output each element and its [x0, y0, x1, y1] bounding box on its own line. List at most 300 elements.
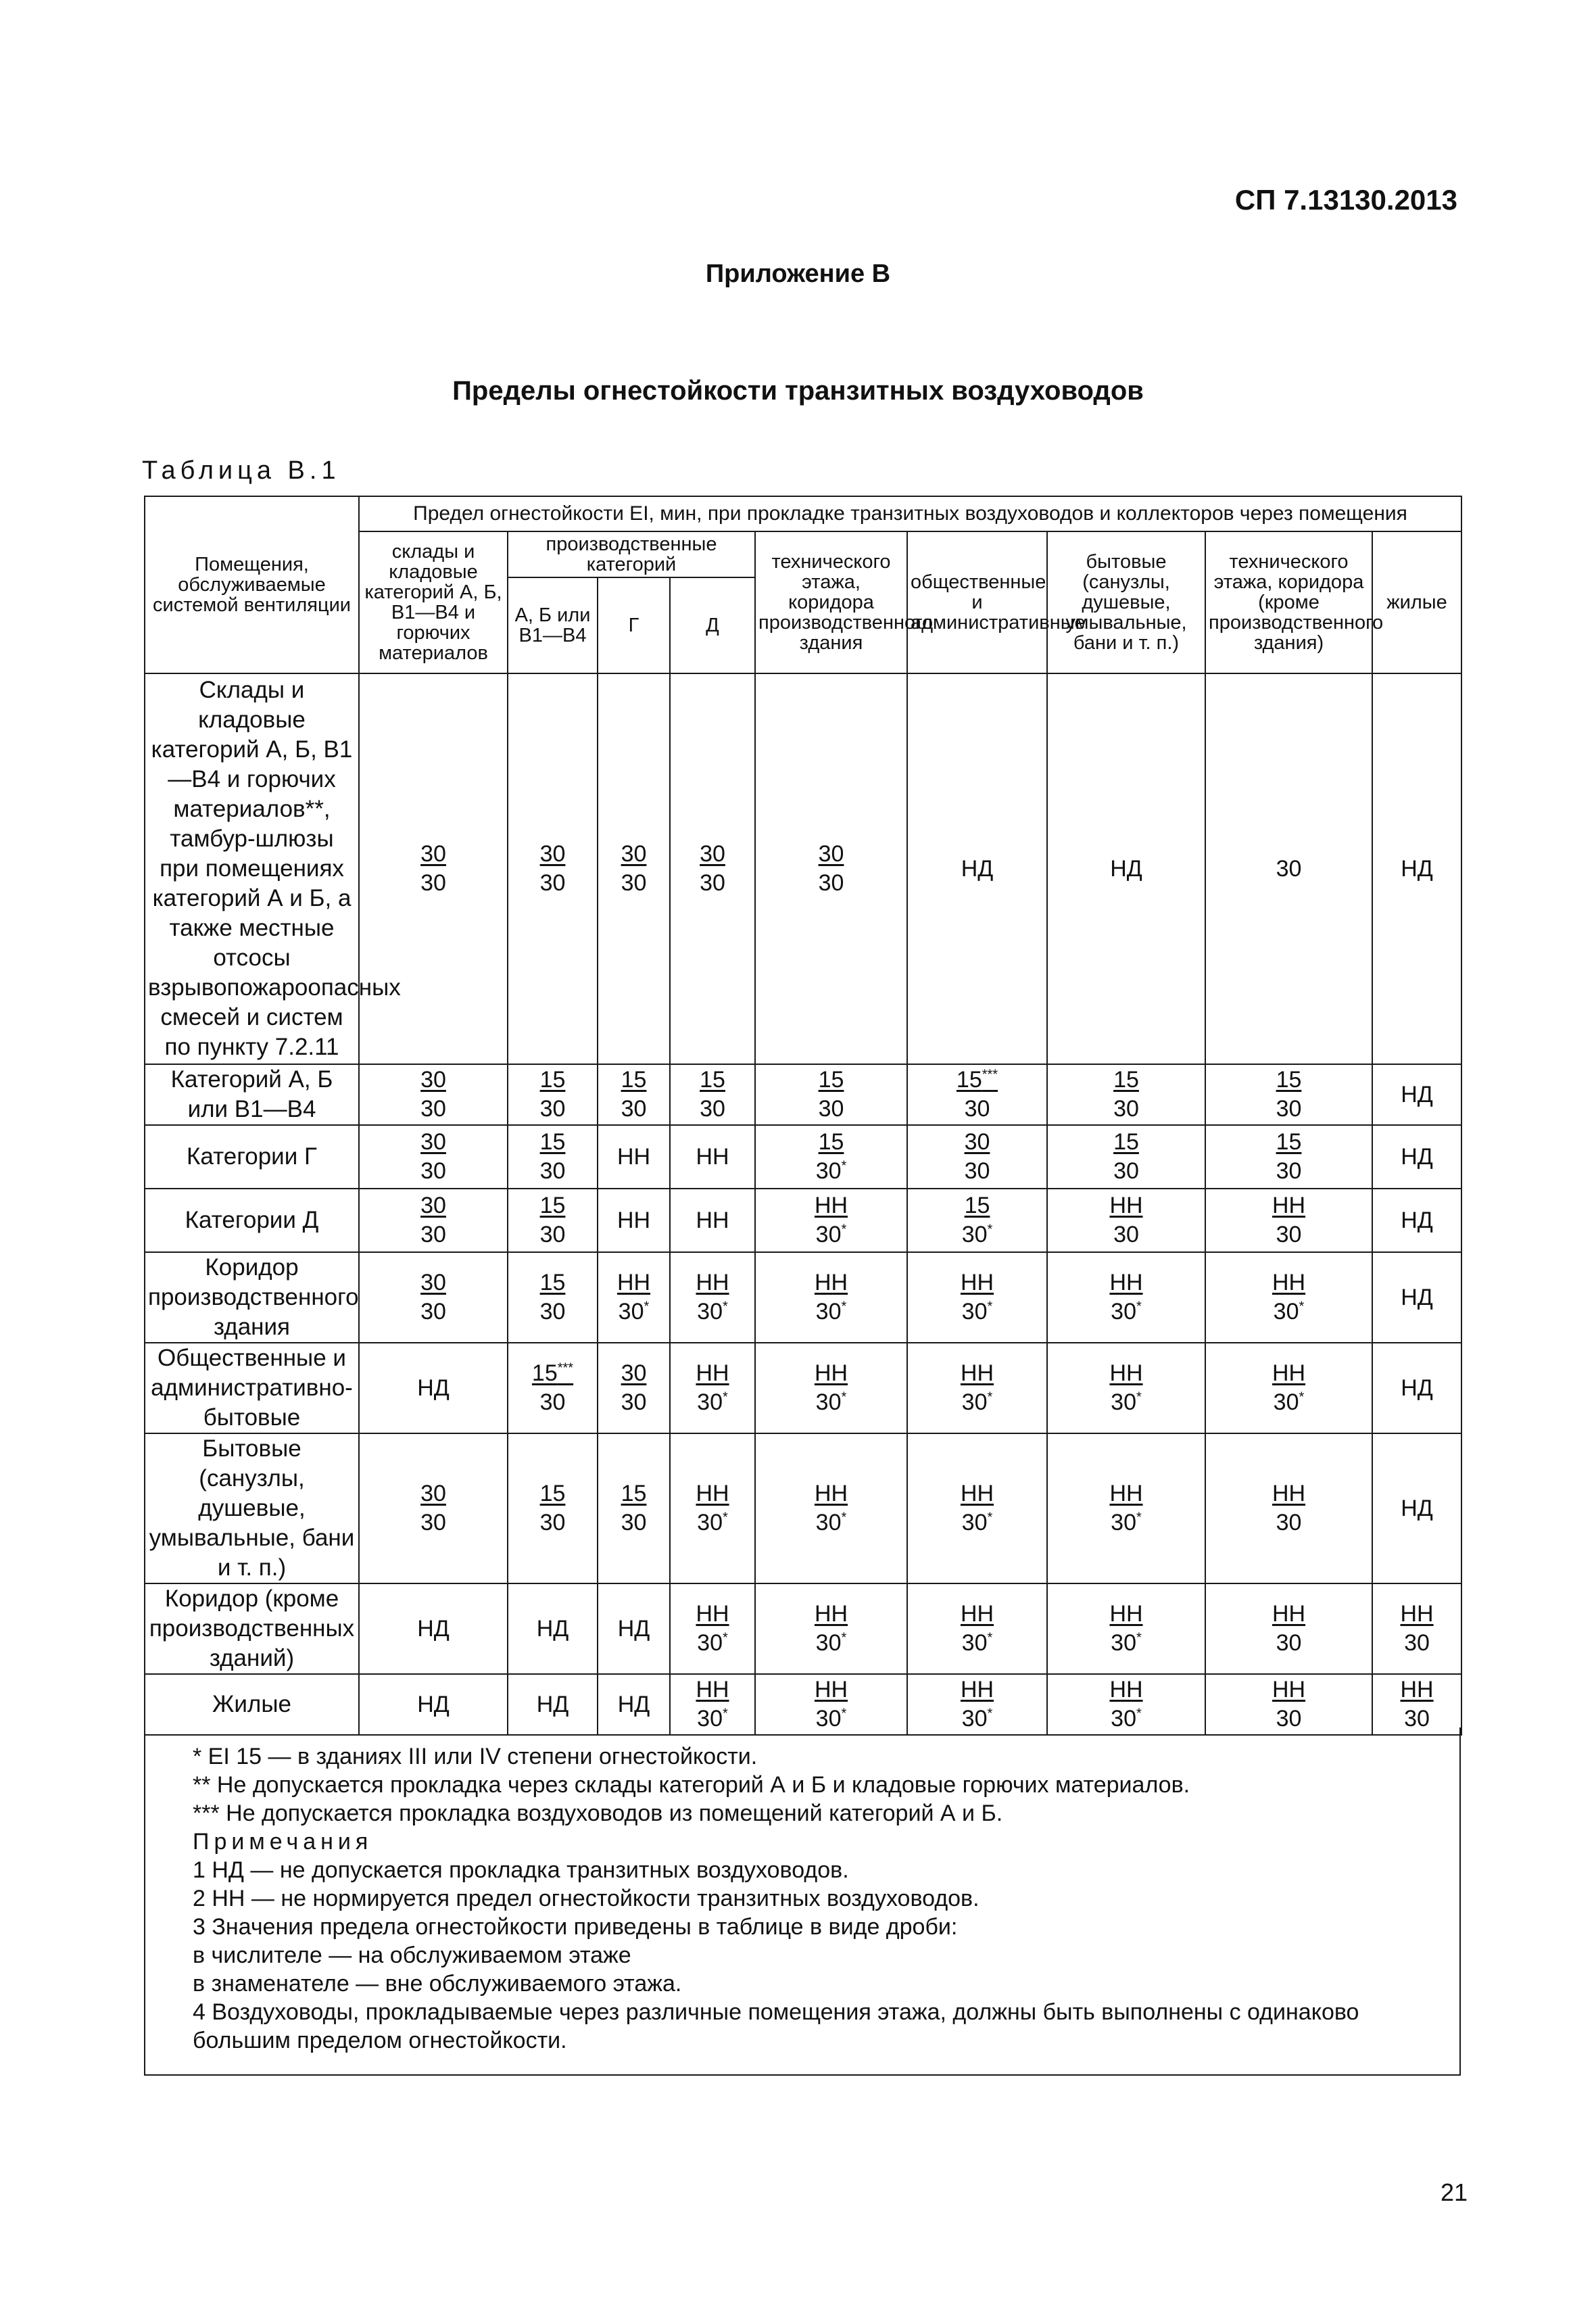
fraction-numerator — [819, 1066, 844, 1095]
table-cell — [359, 1064, 508, 1125]
table-cell — [1205, 1674, 1372, 1735]
fraction-numerator — [420, 1268, 446, 1297]
numerator-value: 30 — [621, 1360, 647, 1386]
col-header-household: бытовые (санузлы, душевые, умывальные, бани и т. п.) — [1047, 531, 1205, 673]
table-row — [145, 1189, 1461, 1252]
cell-value: НД — [961, 855, 994, 882]
numerator-value: 30 — [420, 1067, 446, 1093]
fraction-denominator — [540, 1157, 566, 1186]
fraction — [815, 1359, 848, 1417]
fraction — [696, 1600, 729, 1658]
fraction — [961, 1359, 994, 1417]
table-cell — [598, 1674, 670, 1735]
fraction — [1109, 1600, 1142, 1658]
denominator-value: 30 — [961, 1630, 988, 1656]
footnote-mark: * — [1136, 1510, 1142, 1525]
fraction — [540, 1191, 566, 1249]
table-cell — [907, 1189, 1047, 1252]
table-cell — [1047, 1343, 1205, 1433]
row-label: Коридор производственного здания — [145, 1252, 359, 1343]
numerator-value: 30 — [621, 841, 647, 867]
fraction — [1272, 1675, 1305, 1734]
fraction — [815, 1268, 848, 1327]
col-header-residential: жилые — [1372, 531, 1461, 673]
table-cell — [598, 1343, 670, 1433]
table-cell — [755, 1433, 907, 1583]
fraction — [420, 1268, 446, 1327]
numerator-value: 15 — [539, 1129, 566, 1155]
table-cell — [359, 1583, 508, 1674]
numerator-value: 30 — [818, 841, 844, 867]
numerator-value: 15 — [700, 1067, 725, 1093]
fraction-denominator — [540, 869, 566, 898]
fraction — [1113, 1066, 1139, 1124]
fraction — [815, 1191, 848, 1249]
table-caption: Таблица В.1 — [142, 456, 341, 485]
fraction — [621, 1479, 647, 1537]
numerator-value: НН — [1272, 1270, 1306, 1295]
table-row — [145, 1252, 1461, 1343]
fraction — [1272, 1600, 1305, 1658]
fraction-numerator — [962, 1191, 993, 1220]
fraction-numerator — [540, 1191, 566, 1220]
fraction-denominator — [1109, 1629, 1142, 1658]
numerator-value: НН — [814, 1193, 848, 1218]
denominator-value: 30 — [1276, 1510, 1302, 1535]
fraction-numerator — [819, 840, 844, 869]
fraction — [532, 1359, 573, 1417]
table-cell — [1372, 1252, 1461, 1343]
table-cell — [508, 1189, 598, 1252]
table-cell — [598, 1064, 670, 1125]
fraction — [1109, 1479, 1142, 1537]
table-cell — [1205, 1433, 1372, 1583]
fraction-denominator — [819, 869, 844, 898]
table-row — [145, 1674, 1461, 1735]
table-cell — [1205, 1252, 1372, 1343]
table-cell — [359, 1674, 508, 1735]
numerator-value: 30 — [420, 841, 446, 867]
table-cell — [907, 1583, 1047, 1674]
numerator-value: НН — [696, 1481, 729, 1506]
denominator-value: 30 — [539, 1299, 566, 1324]
table-cell — [670, 1189, 755, 1252]
table-row — [145, 673, 1461, 1064]
fraction — [696, 1359, 729, 1417]
fraction-denominator — [420, 1508, 446, 1537]
page-number: 21 — [1440, 2178, 1468, 2206]
fraction-numerator — [696, 1359, 729, 1388]
footnote-mark: * — [723, 1299, 728, 1314]
denominator-value: 30 — [420, 1222, 446, 1247]
denominator-value: 30 — [961, 1299, 988, 1324]
denominator-value: 30 — [964, 1096, 990, 1122]
denominator-value: 30 — [539, 870, 566, 896]
table-cell — [755, 1189, 907, 1252]
denominator-value: 30 — [1404, 1706, 1430, 1732]
fraction — [696, 1268, 729, 1327]
fraction-numerator — [815, 1600, 848, 1629]
fraction-denominator — [815, 1220, 848, 1249]
denominator-value: 30 — [1113, 1096, 1139, 1122]
fraction-denominator — [617, 1297, 650, 1327]
fraction — [815, 1600, 848, 1658]
denominator-value: 30 — [700, 1096, 725, 1122]
footnote-mark: * — [987, 1222, 993, 1237]
fraction-denominator — [815, 1297, 848, 1327]
table-cell — [907, 1125, 1047, 1189]
numerator-value: 15 — [531, 1360, 558, 1386]
denominator-value: 30 — [964, 1158, 990, 1184]
table-cell — [1205, 1064, 1372, 1125]
fraction — [1109, 1675, 1142, 1734]
table-cell — [598, 1125, 670, 1189]
fraction-numerator — [540, 1268, 566, 1297]
fraction-denominator — [540, 1220, 566, 1249]
numerator-value: НН — [1109, 1193, 1143, 1218]
footnote-mark: * — [841, 1630, 847, 1646]
fraction-denominator — [1109, 1220, 1142, 1249]
table-cell — [670, 1433, 755, 1583]
table-cell — [508, 1125, 598, 1189]
fraction-denominator — [540, 1095, 566, 1124]
cell-value: НД — [536, 1691, 569, 1717]
cell-value: НД — [417, 1615, 450, 1642]
fraction-denominator — [957, 1095, 998, 1124]
numerator-value: 15 — [1276, 1129, 1302, 1155]
numerator-value: НН — [696, 1360, 729, 1386]
fraction-numerator — [621, 1066, 647, 1095]
fraction — [540, 1066, 566, 1124]
fraction — [1109, 1268, 1142, 1327]
fraction-numerator — [1276, 1128, 1302, 1157]
fraction — [621, 1359, 647, 1417]
fraction-numerator — [420, 1191, 446, 1220]
denominator-value: 30 — [697, 1630, 723, 1656]
fraction-numerator — [1109, 1600, 1142, 1629]
fraction — [1109, 1191, 1142, 1249]
denominator-value: 30 — [697, 1389, 723, 1415]
footnote-mark: * — [723, 1510, 728, 1525]
table-cell — [508, 1064, 598, 1125]
fraction-numerator — [1272, 1191, 1305, 1220]
fraction-numerator — [621, 1479, 647, 1508]
fraction — [961, 1268, 994, 1327]
fraction-numerator — [617, 1268, 650, 1297]
table-cell — [359, 673, 508, 1064]
denominator-value: 30 — [1276, 1630, 1302, 1656]
numerator-value: 15 — [818, 1067, 844, 1093]
cell-value: НД — [536, 1615, 569, 1642]
denominator-value: 30 — [1113, 1158, 1139, 1184]
table-row — [145, 1433, 1461, 1583]
fraction — [961, 1675, 994, 1734]
note-1: 1 НД — не допускается прокладка транзитных воздуховодов. — [193, 1857, 849, 1883]
fraction — [420, 840, 446, 898]
footnote-2: ** Не допускается прокладка через склады категорий А и Б и кладовые горючих материалов. — [193, 1772, 1190, 1798]
numerator-value: 30 — [420, 1270, 446, 1295]
footnote-mark: * — [987, 1630, 993, 1646]
numerator-value: 30 — [420, 1481, 446, 1506]
fraction-denominator — [696, 1297, 729, 1327]
fraction-denominator — [420, 1220, 446, 1249]
fraction — [420, 1479, 446, 1537]
fraction-numerator — [420, 1066, 446, 1095]
cell-value: НД — [417, 1691, 450, 1717]
fraction-denominator — [420, 1297, 446, 1327]
table-cell — [359, 1433, 508, 1583]
footnote-mark: *** — [982, 1067, 998, 1082]
row-label: Категории Г — [145, 1125, 359, 1189]
footnote-mark: * — [723, 1630, 728, 1646]
table-cell — [755, 1252, 907, 1343]
fraction — [1113, 1128, 1139, 1186]
fraction-numerator — [961, 1359, 994, 1388]
table-cell — [1047, 1433, 1205, 1583]
fraction — [420, 1191, 446, 1249]
denominator-value: 30 — [1273, 1389, 1299, 1415]
numerator-value: НН — [1109, 1677, 1143, 1702]
footnote-mark: * — [841, 1510, 847, 1525]
row-label: Общественные и административно-бытовые — [145, 1343, 359, 1433]
fraction — [420, 1066, 446, 1124]
top-header: Предел огнестойкости EI, мин, при прокладке транзитных воздуховодов и коллекторов через помещения — [359, 496, 1461, 531]
fraction-numerator — [696, 1268, 729, 1297]
footnote-mark: * — [723, 1706, 728, 1721]
fraction-denominator — [819, 1095, 844, 1124]
denominator-value: 30 — [539, 1389, 566, 1415]
fraction-numerator — [1109, 1359, 1142, 1388]
denominator-value: 30 — [815, 1630, 842, 1656]
fraction-denominator — [961, 1388, 994, 1417]
denominator-value: 30 — [815, 1222, 842, 1247]
denominator-value: 30 — [961, 1222, 988, 1247]
denominator-value: 30 — [420, 1510, 446, 1535]
fraction — [540, 1479, 566, 1537]
table-cell — [1205, 1343, 1372, 1433]
denominator-value: 30 — [961, 1510, 988, 1535]
fraction — [696, 1675, 729, 1734]
fraction — [1276, 1066, 1302, 1124]
fraction-denominator — [1276, 1095, 1302, 1124]
table-cell — [1047, 673, 1205, 1064]
denominator-value: 30 — [961, 1706, 988, 1732]
col-header-tech-floor-prod: технического этажа, коридора производственного здания — [755, 531, 907, 673]
denominator-value: 30 — [420, 1096, 446, 1122]
numerator-value: НН — [696, 1270, 729, 1295]
numerator-value: НН — [1109, 1481, 1143, 1506]
fraction-denominator — [1113, 1157, 1139, 1186]
table-cell — [907, 1343, 1047, 1433]
numerator-value: НН — [960, 1360, 994, 1386]
fraction-denominator — [532, 1388, 573, 1417]
numerator-value: 15 — [621, 1067, 647, 1093]
fraction — [700, 1066, 725, 1124]
footnote-mark: * — [723, 1389, 728, 1405]
fraction-denominator — [696, 1388, 729, 1417]
fraction — [540, 1128, 566, 1186]
col-header-cat-d: Д — [670, 577, 755, 673]
denominator-value: 30 — [815, 1158, 842, 1184]
denominator-value: 30 — [420, 1299, 446, 1324]
footnote-mark: * — [1136, 1630, 1142, 1646]
table-cell — [508, 1433, 598, 1583]
table-cell — [907, 1064, 1047, 1125]
table-cell — [907, 1433, 1047, 1583]
fraction-numerator — [957, 1066, 998, 1095]
table-cell — [755, 1125, 907, 1189]
row-label: Бытовые (санузлы, душевые, умывальные, бани и т. п.) — [145, 1433, 359, 1583]
table-cell — [670, 1252, 755, 1343]
table-cell — [755, 673, 907, 1064]
denominator-value: 30 — [539, 1096, 566, 1122]
table-cell — [670, 1583, 755, 1674]
fraction-denominator — [961, 1508, 994, 1537]
table-cell — [1372, 1433, 1461, 1583]
fraction — [1272, 1191, 1305, 1249]
numerator-value: 30 — [700, 841, 725, 867]
fraction-denominator — [540, 1297, 566, 1327]
fraction — [617, 1268, 650, 1327]
cell-value: НД — [1401, 855, 1433, 882]
fraction-denominator — [816, 1157, 847, 1186]
numerator-value: НН — [814, 1360, 848, 1386]
fraction — [961, 1600, 994, 1658]
fraction-numerator — [1272, 1359, 1305, 1388]
numerator-value: НН — [1272, 1193, 1306, 1218]
cell-value: НН — [616, 1207, 651, 1233]
fraction — [696, 1479, 729, 1537]
fraction-numerator — [700, 840, 725, 869]
notes-title: Примечания — [193, 1829, 373, 1855]
table-cell — [508, 1583, 598, 1674]
denominator-value: 30 — [618, 1299, 644, 1324]
denominator-value: 30 — [961, 1389, 988, 1415]
table-cell — [670, 1125, 755, 1189]
table-cell — [670, 673, 755, 1064]
fraction — [816, 1128, 847, 1186]
footnote-mark: * — [987, 1706, 993, 1721]
fraction-denominator — [621, 1095, 647, 1124]
denominator-value: 30 — [818, 870, 844, 896]
fraction-denominator — [965, 1157, 990, 1186]
cell-value: НД — [617, 1615, 650, 1642]
fraction-numerator — [1272, 1479, 1305, 1508]
fraction-denominator — [1109, 1297, 1142, 1327]
document-code: СП 7.13130.2013 — [1234, 184, 1457, 216]
note-3a: в числителе — на обслуживаемом этаже — [193, 1942, 631, 1968]
fraction-numerator — [965, 1128, 990, 1157]
numerator-value: НН — [696, 1677, 729, 1702]
fraction — [1400, 1600, 1433, 1658]
numerator-value: НН — [814, 1481, 848, 1506]
fraction — [819, 840, 844, 898]
numerator-value: 15 — [964, 1193, 990, 1218]
numerator-value: НН — [1272, 1360, 1306, 1386]
fraction-numerator — [621, 1359, 647, 1388]
cell-value: НД — [617, 1691, 650, 1717]
numerator-value: НН — [814, 1677, 848, 1702]
footnote-mark: * — [841, 1222, 847, 1237]
row-header: Помещения, обслуживаемые системой вентиляции — [145, 496, 359, 673]
denominator-value: 30 — [1113, 1222, 1139, 1247]
fraction — [819, 1066, 844, 1124]
fraction — [1400, 1675, 1433, 1734]
col-header-warehouses: склады и кладовые категорий А, Б, В1—В4 и горючих материалов — [359, 531, 508, 673]
fraction-denominator — [621, 1508, 647, 1537]
fraction-numerator — [420, 840, 446, 869]
fraction-denominator — [696, 1508, 729, 1537]
col-header-cat-ab-b1b4: А, Б или В1—В4 — [508, 577, 598, 673]
table-cell — [1372, 1189, 1461, 1252]
numerator-value: НН — [1400, 1677, 1434, 1702]
table-cell — [1372, 1125, 1461, 1189]
table-cell — [1047, 1252, 1205, 1343]
numerator-value: НН — [1109, 1360, 1143, 1386]
table-cell — [907, 673, 1047, 1064]
note-2: 2 НН — не нормируется предел огнестойкости транзитных воздуховодов. — [193, 1886, 980, 1911]
table-cell — [755, 1583, 907, 1674]
table-cell — [670, 1674, 755, 1735]
footnote-mark: * — [1136, 1706, 1142, 1721]
fraction-numerator — [1109, 1268, 1142, 1297]
denominator-value: 30 — [621, 1510, 647, 1535]
numerator-value: НН — [814, 1601, 848, 1627]
appendix-label: Приложение В — [705, 260, 891, 288]
footnote-mark: * — [841, 1389, 847, 1405]
fraction-denominator — [961, 1629, 994, 1658]
fraction-numerator — [961, 1675, 994, 1704]
table-cell — [755, 1674, 907, 1735]
table-cell — [1047, 1064, 1205, 1125]
numerator-value: 15 — [1113, 1067, 1139, 1093]
fraction-denominator — [1400, 1629, 1433, 1658]
fraction — [965, 1128, 990, 1186]
fraction-numerator — [1400, 1675, 1433, 1704]
fraction — [1272, 1479, 1305, 1537]
table-cell — [1205, 1125, 1372, 1189]
fraction-numerator — [420, 1128, 446, 1157]
denominator-value: 30 — [621, 1096, 647, 1122]
fraction — [700, 840, 725, 898]
denominator-value: 30 — [815, 1299, 842, 1324]
row-label: Категорий А, Б или В1—В4 — [145, 1064, 359, 1125]
table-cell — [1047, 1583, 1205, 1674]
numerator-value: 15 — [621, 1481, 647, 1506]
table-cell — [359, 1252, 508, 1343]
cell-value: НД — [417, 1375, 450, 1401]
denominator-value: 30 — [1404, 1630, 1430, 1656]
table-cell — [670, 1343, 755, 1433]
fraction-numerator — [700, 1066, 725, 1095]
row-label: Склады и кладовые категорий А, Б, В1—В4 и горючих материалов**, тамбур-шлюзы при помещениях категорий А и Б, а также местные отсосы взрывопожароопасных смесей и систем по пункту 7.2.11 — [145, 673, 359, 1064]
table-cell — [1205, 1583, 1372, 1674]
note-3b: в знаменателе — вне обслуживаемого этажа. — [193, 1971, 682, 1997]
fraction-denominator — [1276, 1157, 1302, 1186]
fraction-numerator — [420, 1479, 446, 1508]
table-cell — [359, 1125, 508, 1189]
table-cell — [755, 1343, 907, 1433]
fraction-denominator — [1272, 1220, 1305, 1249]
cell-value: 30 — [1276, 855, 1302, 882]
fraction — [815, 1479, 848, 1537]
fraction-numerator — [961, 1479, 994, 1508]
denominator-value: 30 — [1111, 1299, 1136, 1324]
table-cell — [1047, 1125, 1205, 1189]
cell-value: НН — [696, 1207, 729, 1233]
note-3: 3 Значения предела огнестойкости приведены в таблице в виде дроби: — [193, 1914, 958, 1940]
denominator-value: 30 — [1111, 1389, 1136, 1415]
